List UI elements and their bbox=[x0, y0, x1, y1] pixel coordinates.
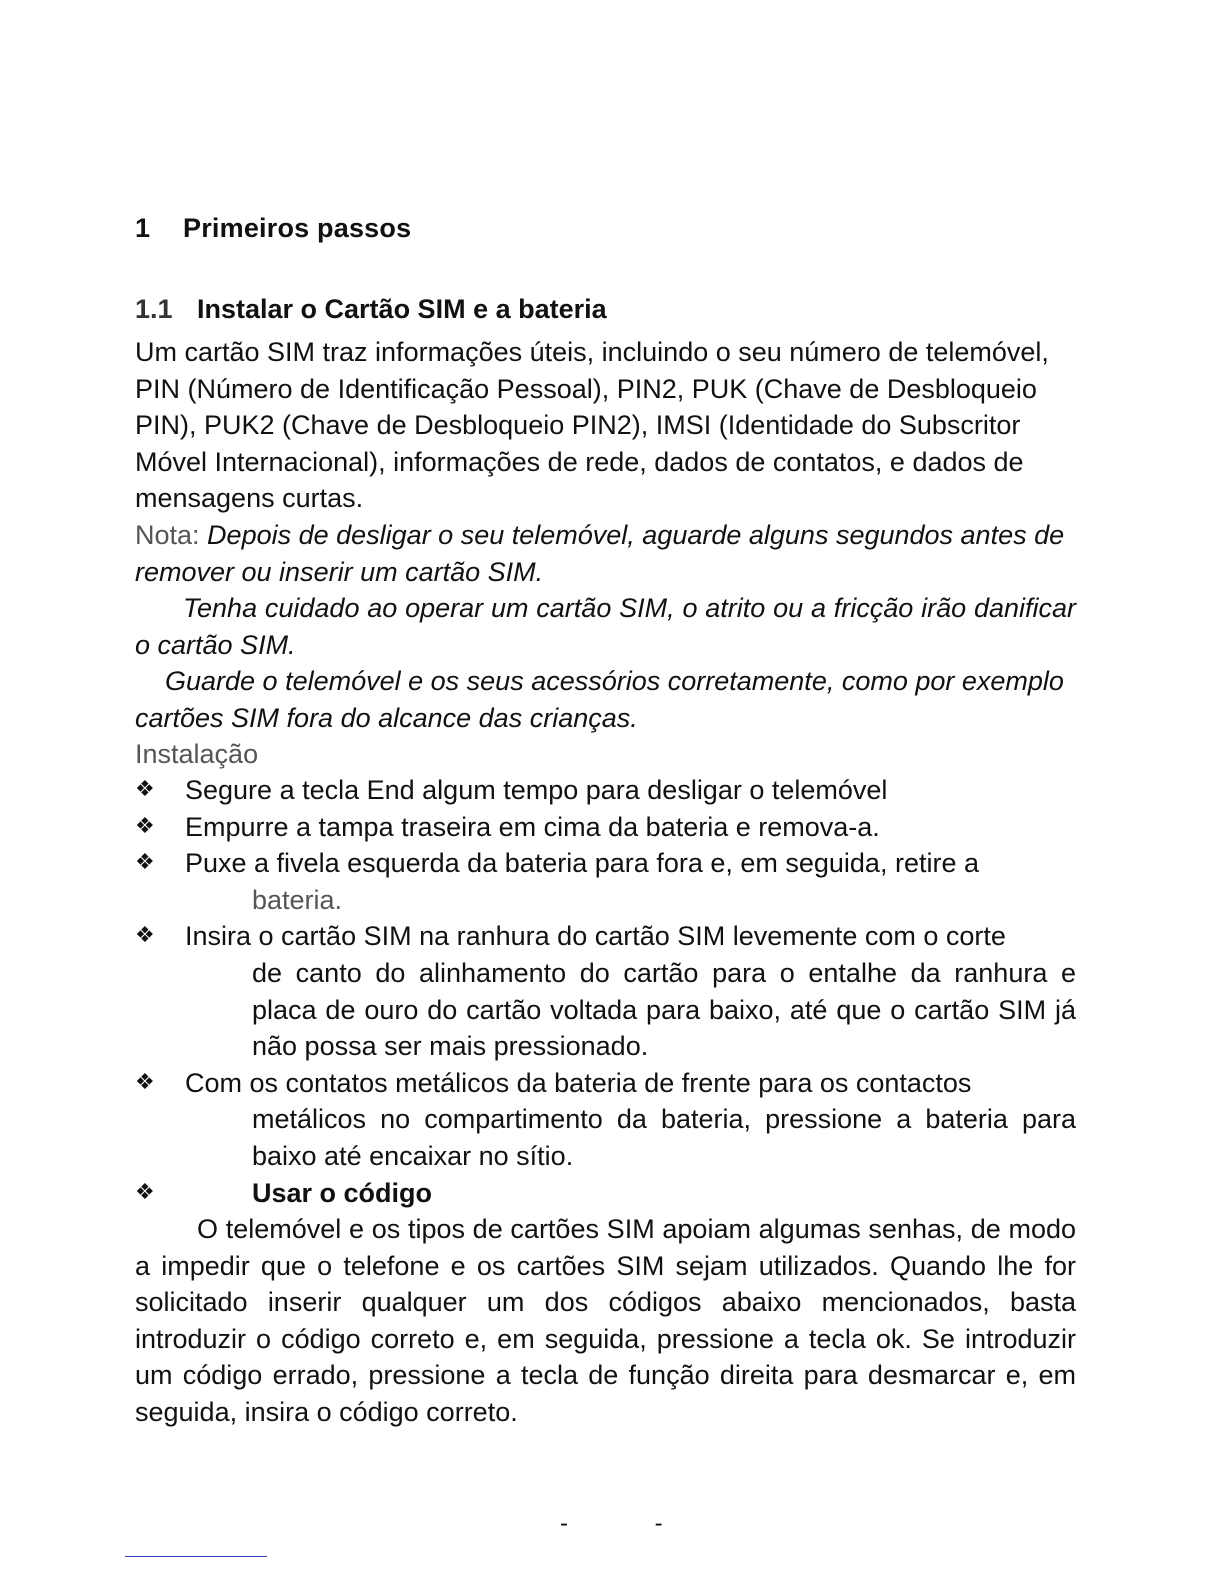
installation-steps-list bbox=[135, 772, 1076, 1211]
bullet-icon: ❖ bbox=[135, 1179, 155, 1205]
list-item bbox=[135, 918, 1076, 1064]
chapter-heading bbox=[135, 213, 411, 244]
step-text: Empurre a tampa traseira em cima da bateria e remova-a. bbox=[185, 811, 880, 842]
code-paragraph-text: O telemóvel e os tipos de cartões SIM apoiam algumas senhas, de modo a impedir que o telefone e os cartões SIM sejam utilizados. Quando lhe for solicitado inserir qualquer um dos códigos abaixo mencionados, basta introduzir o código correto e, em seguida, pressione a tecla ok. Se introduzir um código errado, pressione a tecla de função direita para desmarcar e, em seguida, insira o código correto. bbox=[135, 1214, 1076, 1427]
bullet-icon: ❖ bbox=[135, 1069, 155, 1095]
step-text: Puxe a fivela esquerda da bateria para fora e, em seguida, retire a bbox=[185, 848, 979, 879]
code-paragraph bbox=[135, 1211, 1076, 1431]
step-text-continued: metálicos no compartimento da bateria, pressione a bateria para baixo até encaixar no sítio. bbox=[252, 1104, 1076, 1171]
page-number: - - bbox=[560, 1510, 703, 1537]
note-paragraph bbox=[135, 517, 1076, 590]
bullet-icon: ❖ bbox=[135, 923, 155, 949]
bullet-icon: ❖ bbox=[135, 777, 155, 802]
section-number: 1.1 bbox=[135, 294, 173, 324]
list-item-heading bbox=[135, 1175, 1076, 1212]
section-heading bbox=[135, 294, 607, 325]
list-item bbox=[135, 809, 1076, 846]
storage-paragraph: Guarde o telemóvel e os seus acessórios corretamente, como por exemplo cartões SIM fora do alcance das crianças. bbox=[135, 666, 1064, 733]
sim-info-paragraph: Um cartão SIM traz informações úteis, incluindo o seu número de telemóvel, PIN (Número de Identificação Pessoal), PIN2, PUK (Chave de Desbloqueio PIN), PUK2 (Chave de Desbloqueio PIN2), IMSI (Identidade do Subscritor Móvel Internacional), informações de rede, dados de contatos, e dados de mensagens curtas. bbox=[135, 337, 1049, 514]
installation-heading: Instalação bbox=[135, 739, 259, 769]
list-item bbox=[135, 1065, 1076, 1175]
chapter-number: 1 bbox=[135, 213, 151, 243]
section-title: Instalar o Cartão SIM e a bateria bbox=[197, 294, 607, 324]
list-item bbox=[135, 845, 1076, 918]
step-text: Segure a tecla End algum tempo para desligar o telemóvel bbox=[185, 775, 888, 805]
bullet-icon: ❖ bbox=[135, 850, 155, 876]
list-item bbox=[135, 772, 1076, 809]
bullet-icon: ❖ bbox=[135, 813, 155, 839]
footnote-divider bbox=[125, 1556, 267, 1557]
step-text: Insira o cartão SIM na ranhura do cartão SIM levemente com o corte bbox=[185, 921, 1006, 952]
step-text-continued: bateria. bbox=[252, 884, 343, 915]
note-text: Depois de desligar o seu telemóvel, aguarde alguns segundos antes de remover ou inserir um cartão SIM. bbox=[135, 520, 1065, 587]
caution-paragraph: Tenha cuidado ao operar um cartão SIM, o atrito ou a fricção irão danificar o cartão SIM. bbox=[135, 593, 1076, 660]
step-text: Com os contatos metálicos da bateria de frente para os contactos bbox=[185, 1067, 972, 1098]
chapter-title: Primeiros passos bbox=[183, 213, 412, 243]
step-text-continued: de canto do alinhamento do cartão para o entalhe da ranhura e placa de ouro do cartão voltada para baixo, até que o cartão SIM já não possa ser mais pressionado. bbox=[252, 957, 1076, 1062]
note-label: Nota: bbox=[135, 520, 200, 550]
code-heading: Usar o código bbox=[252, 1177, 433, 1208]
